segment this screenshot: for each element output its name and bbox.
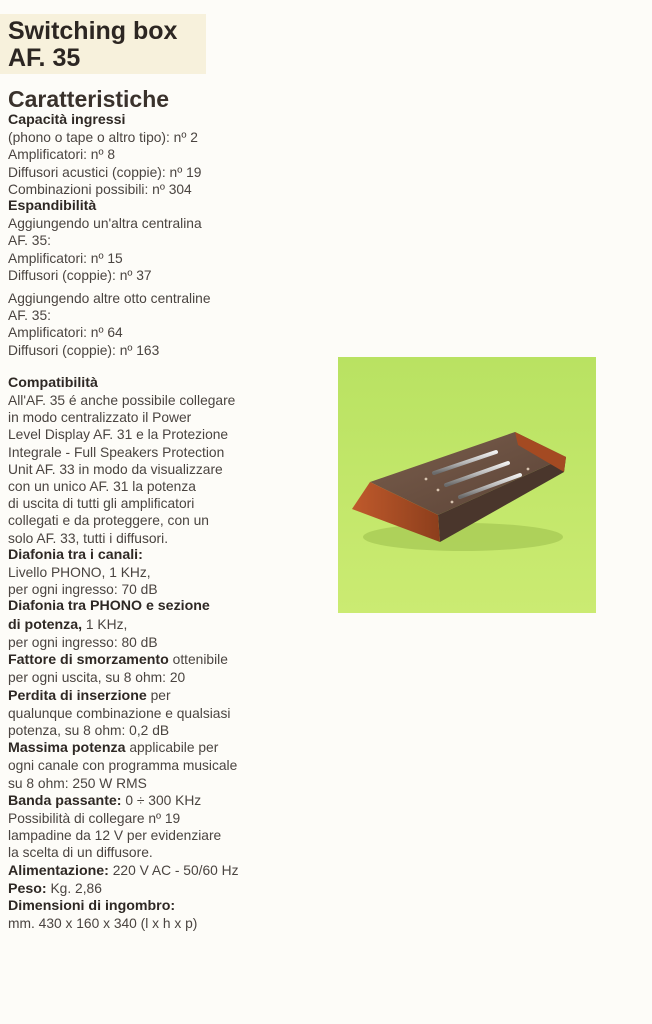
spec-peso: [8, 880, 308, 898]
spec-line: AF. 35:: [8, 308, 51, 324]
switching-box-illustration: [338, 357, 596, 613]
spec-line: potenza, su 8 ohm: 0,2 dB: [8, 722, 170, 738]
spec-line: ogni canale con programma musicale: [8, 758, 238, 774]
spec-potenza: [8, 739, 308, 792]
spec-heading: Perdita di inserzione: [8, 687, 147, 704]
spec-line: mm. 430 x 160 x 340 (l x h x p): [8, 916, 198, 932]
spec-heading: Fattore di smorzamento: [8, 652, 169, 669]
spec-line: Aggiungendo altre otto centraline: [8, 291, 211, 307]
spec-compatibilita: [8, 375, 308, 547]
spec-line: Possibilità di collegare nº 19: [8, 810, 181, 826]
spec-line: di uscita di tutti gli amplificatori: [8, 496, 195, 512]
title-line-1: Switching box: [8, 17, 178, 45]
spec-capacita: [8, 112, 308, 198]
spec-line: per ogni ingresso: 80 dB: [8, 634, 158, 650]
spec-line: Integrale - Full Speakers Protection: [8, 444, 225, 460]
spec-line: su 8 ohm: 250 W RMS: [8, 775, 147, 791]
spec-line: Diffusori (coppie): nº 37: [8, 267, 152, 283]
spec-line: collegati e da proteggere, con un: [8, 513, 209, 529]
spec-heading: Massima potenza: [8, 740, 126, 757]
spec-heading: Compatibilità: [8, 374, 98, 391]
spec-inline: per: [146, 687, 171, 703]
spec-line: Combinazioni possibili: nº 304: [8, 181, 192, 197]
spec-heading: Espandibilità: [8, 198, 97, 215]
spec-inline: 220 V AC - 50/60 Hz: [108, 862, 239, 878]
spec-inline: 1 KHz,: [82, 616, 128, 632]
spec-heading: Alimentazione:: [8, 862, 109, 879]
spec-alimentazione: [8, 862, 308, 880]
spec-line: in modo centralizzato il Power: [8, 410, 192, 426]
spec-diafonia-canali: [8, 547, 308, 599]
spec-smorzamento: [8, 651, 308, 686]
spec-espandibilita: [8, 198, 308, 359]
spec-perdita: [8, 687, 308, 740]
product-photo: [338, 357, 596, 613]
spec-line: All'AF. 35 é anche possibile collegare: [8, 393, 236, 409]
spec-heading: Diafonia tra i canali:: [8, 546, 143, 563]
spec-line: qualunque combinazione e qualsiasi: [8, 705, 231, 721]
spec-heading: Banda passante:: [8, 792, 122, 809]
spec-line: Aggiungendo un'altra centralina: [8, 216, 202, 232]
spec-heading: Diafonia tra PHONO e sezione: [8, 598, 210, 615]
spec-banda: [8, 792, 308, 862]
page-title: [8, 18, 177, 72]
spec-dimensioni: [8, 898, 308, 932]
spec-line: solo AF. 33, tutti i diffusori.: [8, 530, 169, 546]
spec-line: AF. 35:: [8, 233, 51, 249]
spec-line: (phono o tape o altro tipo): nº 2: [8, 130, 198, 146]
spec-inline: applicabile per: [125, 740, 219, 756]
spec-heading: Capacità ingressi: [8, 112, 126, 128]
spec-line: Livello PHONO, 1 KHz,: [8, 565, 151, 581]
title-line-2: AF. 35: [8, 44, 81, 72]
spec-inline: Kg. 2,86: [46, 880, 102, 896]
spec-line: la scelta di un diffusore.: [8, 845, 153, 861]
spec-line: lampadine da 12 V per evidenziare: [8, 828, 222, 844]
spec-line: Amplificatori: nº 8: [8, 147, 116, 163]
spec-heading: Dimensioni di ingombro:: [8, 897, 176, 914]
spec-line: Level Display AF. 31 e la Protezione: [8, 427, 229, 443]
spec-line: Unit AF. 33 in modo da visualizzare: [8, 461, 223, 477]
spec-line: Amplificatori: nº 15: [8, 250, 123, 266]
spec-line: Diffusori acustici (coppie): nº 19: [8, 164, 202, 180]
spec-line: Amplificatori: nº 64: [8, 325, 123, 341]
spec-inline: 0 ÷ 300 KHz: [121, 792, 202, 808]
spec-line: per ogni ingresso: 70 dB: [8, 582, 158, 598]
spec-line: con un unico AF. 31 la potenza: [8, 479, 196, 495]
spec-inline: ottenibile: [168, 652, 228, 668]
spec-diafonia-phono: [8, 598, 308, 651]
spec-line: Diffusori (coppie): nº 163: [8, 342, 160, 358]
spec-heading: Peso:: [8, 880, 47, 897]
spec-line: per ogni uscita, su 8 ohm: 20: [8, 670, 186, 686]
specs-text: [8, 112, 308, 932]
section-title: Caratteristiche: [8, 86, 170, 112]
spec-heading: di potenza,: [8, 616, 83, 633]
